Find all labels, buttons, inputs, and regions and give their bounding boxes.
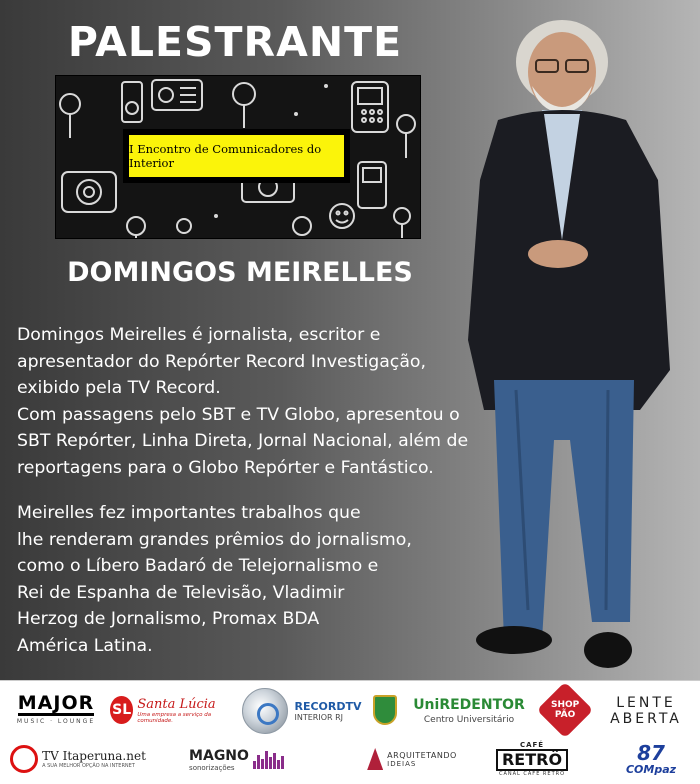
crest-shield — [373, 695, 397, 725]
arquitetando-logo — [352, 741, 472, 777]
santa-lucia-logo — [110, 687, 230, 733]
equalizer-icon — [253, 751, 285, 769]
bio-paragraph-1 — [17, 322, 517, 481]
arquitetando-name: ARQUITETANDO — [387, 750, 457, 760]
bio-line: Com passagens pelo SBT e TV Globo, apresentou o — [17, 404, 460, 425]
event-title: I Encontro de Comunicadores do Interior — [127, 133, 346, 179]
tv-itaperuna-name: TV Itaperuna.net — [42, 749, 146, 763]
bio-line: Herzog de Jornalismo, Promax BDA — [17, 609, 320, 629]
tv-itaperuna-logo — [8, 741, 148, 777]
speaker-photo — [458, 10, 698, 680]
bio-line: apresentador do Repórter Record Investigação, — [17, 351, 426, 372]
magno-name: MAGNO — [189, 748, 249, 764]
uniredentor-name: UniREDENTOR — [413, 697, 525, 713]
fm87-logo — [618, 739, 684, 779]
cafe-sub: CANAL CAFÉ RETRÔ — [498, 771, 566, 777]
sponsor-strip — [0, 680, 700, 784]
major-name: MAJOR — [17, 692, 95, 714]
bio-line: Domingos Meirelles é jornalista, escritor e — [17, 325, 381, 345]
cafe-top: CAFÉ — [519, 741, 545, 749]
shop-pao-line2: PÃO — [554, 709, 576, 720]
magno-logo — [172, 745, 302, 775]
shield-icon — [370, 693, 400, 727]
record-sub: INTERIOR RJ — [294, 713, 344, 722]
arquitetando-mark-icon — [367, 748, 383, 770]
bio-line: Meirelles fez importantes trabalhos que — [17, 503, 361, 523]
record-disc-icon — [242, 688, 288, 734]
shop-pao-line1: SHOP — [550, 699, 580, 710]
page-title: PALESTRANTE — [67, 18, 403, 66]
event-title-box — [123, 129, 350, 183]
fm87-sub: COMpaz — [625, 762, 677, 776]
santa-lucia-sub: Uma empresa a serviço da comunidade. — [137, 711, 212, 724]
arquitetando-sub: IDEIAS — [387, 759, 417, 768]
record-tv-logo — [238, 685, 366, 737]
bio-line: lhe renderam grandes prêmios do jornalismo, — [17, 529, 412, 550]
uniredentor-logo — [404, 691, 534, 731]
santa-lucia-mark: SL — [110, 696, 133, 724]
bio-paragraph-2 — [17, 500, 437, 659]
cafe-retro-logo — [494, 739, 570, 779]
lente-line1: LENTE — [616, 695, 676, 711]
bio-line: Rei de Espanha de Televisão, Vladimir — [17, 582, 345, 603]
bio-line: América Latina. — [17, 635, 153, 656]
bio-line: exibido pela TV Record. — [17, 378, 221, 398]
lente-line2: ABERTA — [610, 711, 682, 727]
lente-aberta-logo — [598, 687, 694, 735]
cafe-main: RETRÔ — [496, 749, 568, 771]
bio-line: SBT Repórter, Linha Direta, Jornal Nacional, além de — [17, 431, 469, 451]
major-sub: MUSIC · LOUNGE — [16, 718, 96, 725]
speaker-name: DOMINGOS MEIRELLES — [67, 257, 413, 288]
santa-lucia-name: Santa Lúcia — [137, 696, 216, 712]
magno-sub: sonorizações — [189, 764, 235, 772]
fm87-number: 87 — [637, 740, 665, 765]
bio-line: como o Líbero Badaró de Telejornalismo e — [17, 556, 379, 576]
uniredentor-sub: Centro Universitário — [423, 715, 515, 725]
record-name: RECORDTV — [294, 700, 362, 713]
bio-line: reportagens para o Globo Repórter e Fantástico. — [17, 457, 434, 478]
major-logo — [10, 689, 102, 729]
shop-pao-badge — [537, 682, 594, 739]
event-banner — [55, 75, 421, 239]
tv-itaperuna-icon — [10, 745, 38, 773]
shop-pao-logo — [540, 685, 590, 735]
tv-itaperuna-sub: A SUA MELHOR OPÇÃO NA INTERNET — [42, 763, 135, 769]
